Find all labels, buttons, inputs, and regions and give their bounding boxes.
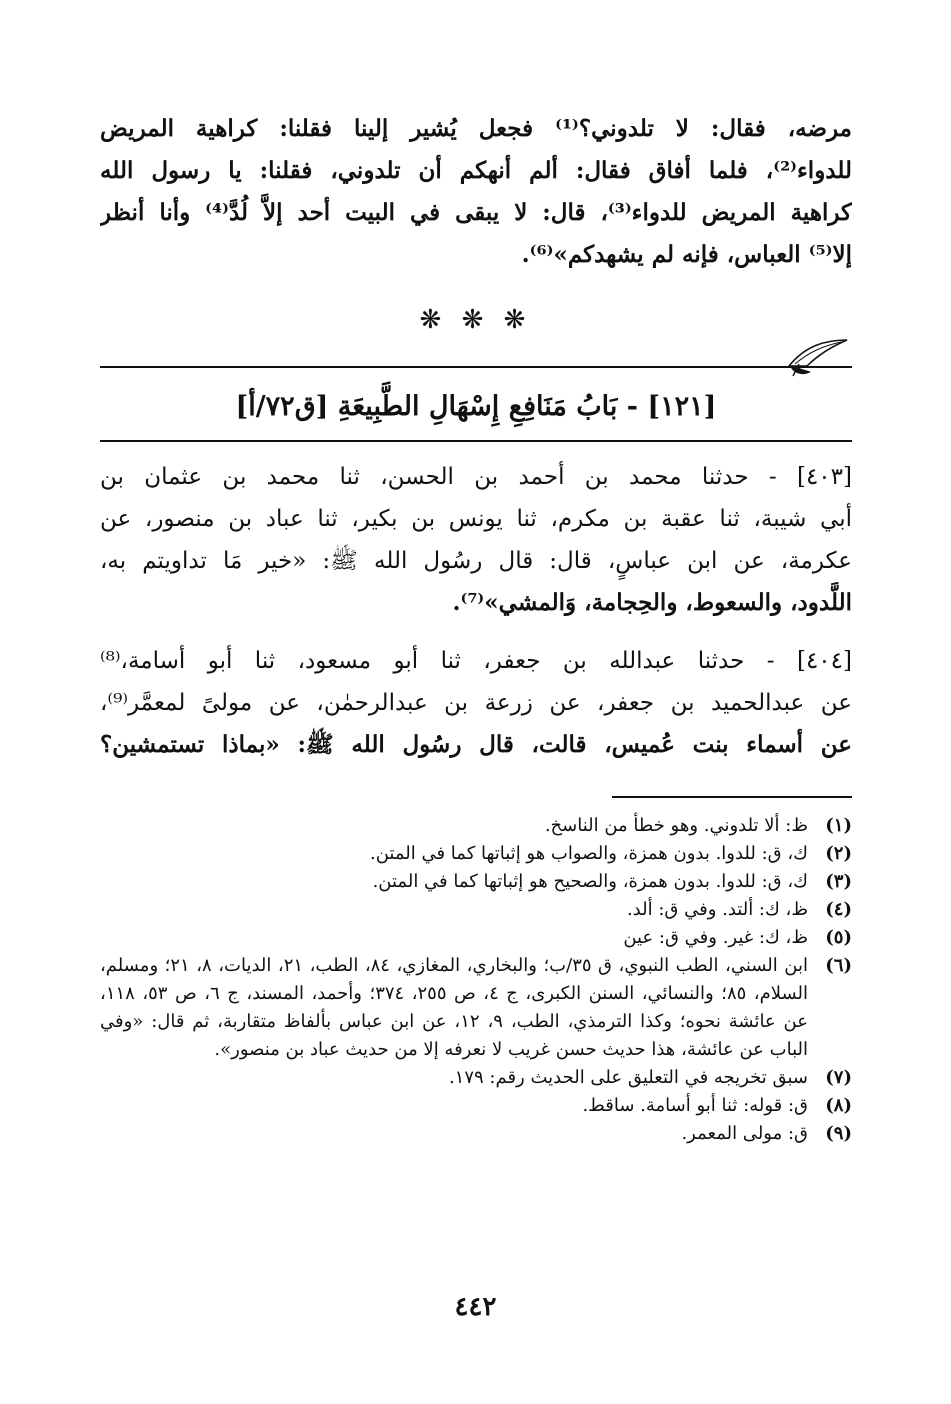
section-separator: ❋ ❋ ❋ — [419, 305, 532, 335]
intro-paragraph — [100, 108, 852, 276]
footnote-text: ك، ق: للدوا. بدون همزة، والصحيح هو إثباتها كما في المتن. — [372, 871, 808, 892]
hadith-403 — [100, 456, 852, 624]
footnote-text: ظ، ك: غير. وفي ق: عين — [623, 927, 808, 948]
footnote-number: (٨) — [825, 1095, 852, 1116]
footnote-item — [100, 868, 852, 896]
heading-top-rule — [100, 366, 852, 368]
text-line: [٤٠٤] - حدثنا عبدالله بن جعفر، ثنا أبو مسعود، ثنا أبو أسامة،⁽⁸⁾ — [100, 648, 852, 674]
footnote-number: (٥) — [825, 927, 852, 948]
text-line: مرضه، فقال: لا تلدوني؟⁽¹⁾ فجعل يُشير إلينا فقلنا: كراهية المريض — [100, 115, 852, 142]
heading-bottom-rule — [100, 440, 852, 442]
footnote-text: سبق تخريجه في التعليق على الحديث رقم: ١٧٩. — [448, 1067, 808, 1088]
footnote-item — [100, 1092, 852, 1120]
footnote-text: ظ، ك: ألتد. وفي ق: ألد. — [626, 899, 808, 920]
chapter-heading: [١٢١] - بَابُ مَنَافِعِ إِسْهَالِ الطَّبِيعَةِ [ق٧٢/أ] — [235, 391, 717, 422]
footnote-number: (٧) — [825, 1067, 852, 1088]
footnote-number: (٢) — [825, 843, 852, 864]
text-line: [٤٠٣] - حدثنا محمد بن أحمد بن الحسن، ثنا محمد بن عثمان بن — [100, 464, 852, 490]
footnote-item — [100, 840, 852, 868]
footnote-item — [100, 952, 852, 1064]
quill-ornament-icon — [785, 336, 851, 380]
page-number: ٤٤٢ — [454, 1292, 497, 1322]
footnote-divider — [612, 796, 852, 798]
footnote-number: (٦) — [825, 955, 852, 976]
text-line: كراهية المريض للدواء⁽³⁾، قال: لا يبقى في البيت أحد إلاَّ لُدَّ⁽⁴⁾ وأنا أنظر — [100, 199, 852, 226]
text-line: إلا⁽⁵⁾ العباس، فإنه لم يشهدكم»⁽⁶⁾. — [521, 241, 852, 268]
text-line: للدواء⁽²⁾، فلما أفاق فقال: ألم أنهكم أن تلدوني، فقلنا: يا رسول الله — [100, 157, 852, 184]
footnotes — [100, 812, 852, 1148]
footnote-text: ق: مولى المعمر. — [681, 1123, 808, 1144]
footnote-item — [100, 812, 852, 840]
text-line: عن عبدالحميد بن جعفر، عن زرعة بن عبدالرحمٰن، عن مولىً لمعمَّر⁽⁹⁾، — [100, 690, 852, 716]
footnote-item — [100, 1064, 852, 1092]
footnote-item — [100, 1120, 852, 1148]
footnote-number: (١) — [825, 815, 852, 836]
footnote-item — [100, 896, 852, 924]
text-line: اللَّدود، والسعوط، والحِجامة، وَالمشي»⁽⁷⁾. — [452, 589, 852, 616]
footnote-text: ق: قوله: ثنا أبو أسامة. ساقط. — [582, 1095, 808, 1116]
footnote-item — [100, 924, 852, 952]
footnote-text: ك، ق: للدوا. بدون همزة، والصواب هو إثباتها كما في المتن. — [370, 843, 808, 864]
hadith-404 — [100, 640, 852, 766]
text-line: أبي شيبة، ثنا عقبة بن مكرم، ثنا يونس بن بكير، ثنا عباد بن منصور، عن — [100, 506, 852, 532]
footnote-number: (٤) — [825, 899, 852, 920]
footnote-number: (٩) — [825, 1123, 852, 1144]
text-line: عن أسماء بنت عُميس، قالت، قال رسُول الله ﷺ: «بماذا تستمشين؟ — [100, 731, 852, 758]
footnote-number: (٣) — [825, 871, 852, 892]
footnote-text: ابن السني، الطب النبوي، ق ٣٥/ب؛ والبخاري، المغازي، ٨٤، الطب، ٢١، الديات، ٨، ٢١؛ ومسلم، السلام، ٨٥؛ والنسائي، السنن الكبرى، ج ٤، ص ٢٥٥، ٣٧٤؛ وأحمد، المسند، ج ٦، ص ٥٣، ١١٨، عن عائشة نحوه؛ وكذا الترمذي، الطب، ٩، ١٢، عن ابن عباس بألفاظ متقاربة، ثم قال: «وفي الباب عن عائشة، هذا حديث حسن غريب لا نعرفه إلا من حديث عباد بن منصور». — [100, 955, 809, 1060]
footnote-text: ظ: ألا تلدوني. وهو خطأ من الناسخ. — [544, 815, 808, 836]
text-line: عكرمة، عن ابن عباسٍ، قال: قال رسُول الله ﷺ: «خير مَا تداويتم به، — [100, 548, 852, 574]
